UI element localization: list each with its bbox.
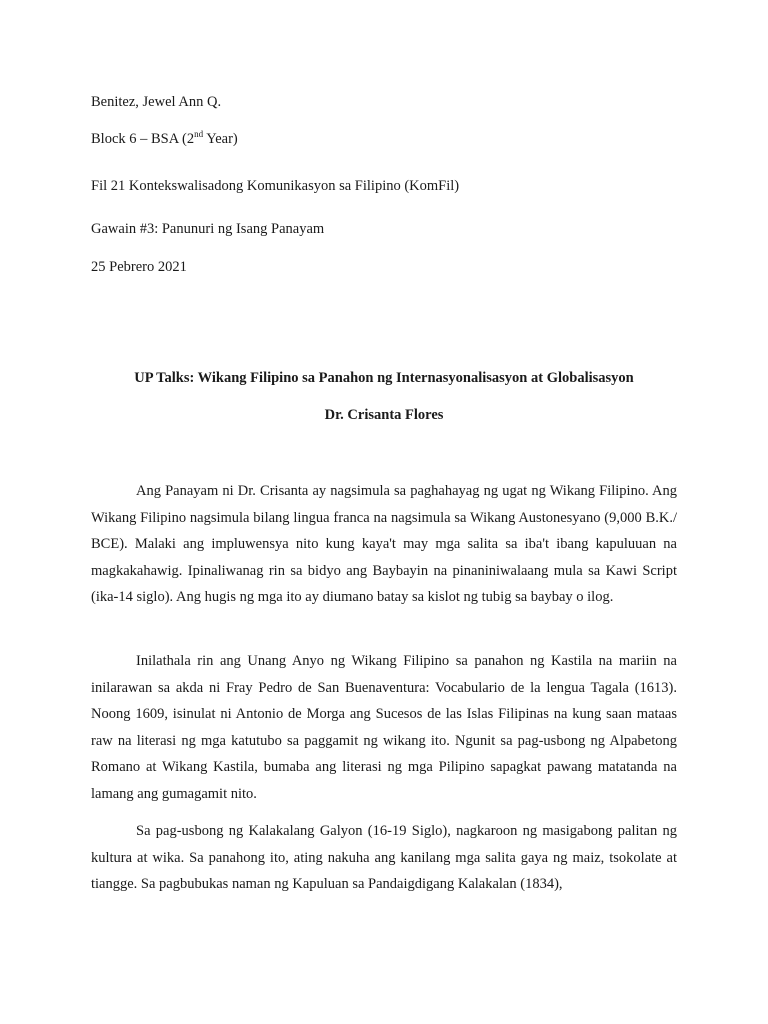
body-paragraph: Sa pag-usbong ng Kalakalang Galyon (16-19 Siglo), nagkaroon ng masigabong palitan ng kultura at wika. Sa panahong ito, ating nakuha ang kanilang mga salita gaya ng maiz, tsokolate at tiangge. Sa pagbubukas naman ng Kapuluan sa Pandaigdigang Kalakalan (1834), (91, 823, 677, 893)
speaker-name: Dr. Crisanta Flores (324, 407, 444, 423)
activity-title: Gawain #3: Panunuri ng Isang Panayam (91, 221, 325, 237)
author-name: Benitez, Jewel Ann Q. (91, 94, 222, 110)
course-title: Fil 21 Kontekswalisadong Komunikasyon sa Filipino (KomFil) (91, 178, 460, 194)
body-paragraph: Inilathala rin ang Unang Anyo ng Wikang Filipino sa panahon ng Kastila na mariin na inilarawan sa akda ni Fray Pedro de San Buenaventura: Vocabulario de la lengua Tagala (1613). Noong 1609, isinulat ni Antonio de Morga ang Sucesos de las Islas Filipinas na kung saan mataas raw na literasi ng mga katutubo sa paggamit ng wikang ito. Ngunit sa pag-usbong ng Alpabetong Romano at Wikang Kastila, bumaba ang literasi ng mga Pilipino sapagkat pawang matatanda na lamang ang gumagamit nito. (91, 653, 677, 802)
talk-title: UP Talks: Wikang Filipino sa Panahon ng Internasyonalisasyon at Globalisasyon (134, 370, 634, 386)
body-paragraph: Ang Panayam ni Dr. Crisanta ay nagsimula sa paghahayag ng ugat ng Wikang Filipino. Ang Wikang Filipino nagsimula bilang lingua franca na nagsimula sa Wikang Austonesyano (9,000 B.K./ BCE). Malaki ang impluwensya nito kung kaya't may mga salita sa iba't ibang kapuluuan na magkakahawig. Ipinaliwanag rin sa bidyo ang Baybayin na pinaniniwalaang mula sa Kawi Script (ika-14 siglo). Ang hugis ng mga ito ay diumano batay sa kislot ng tubig sa baybay o ilog. (91, 483, 677, 606)
block-year-line (91, 130, 238, 148)
block-text: Block 6 – BSA (2 (91, 131, 195, 147)
year-text: Year) (203, 131, 238, 147)
document-date: 25 Pebrero 2021 (91, 259, 187, 275)
ordinal-suffix: nd (194, 129, 204, 140)
